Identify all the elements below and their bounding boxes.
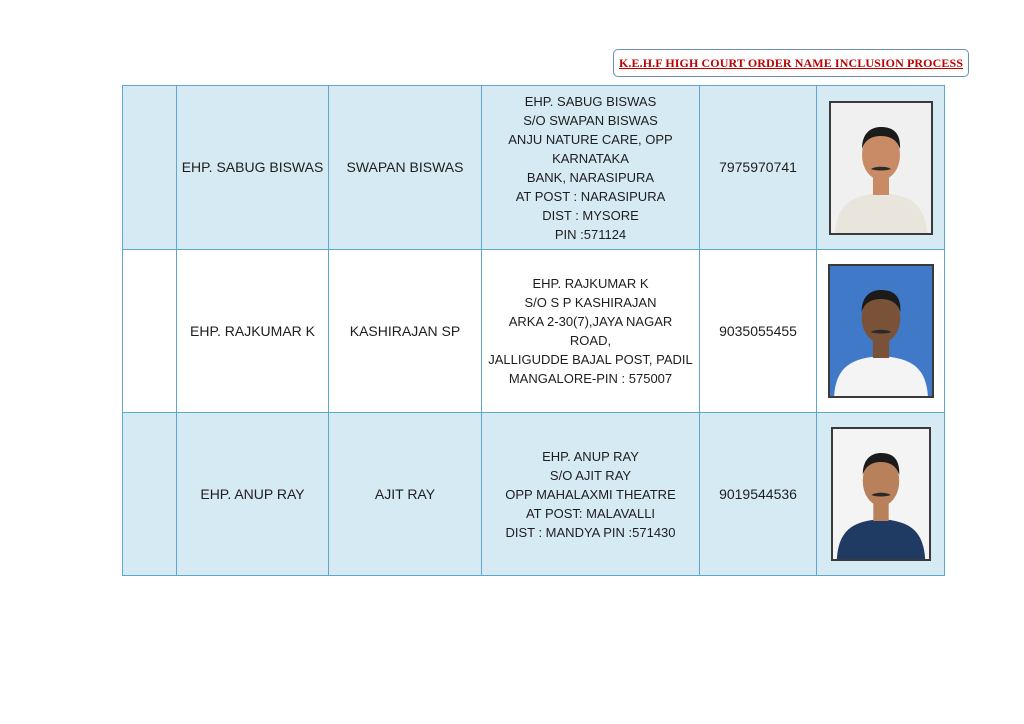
address-line: ARKA 2-30(7),JAYA NAGAR <box>508 314 673 329</box>
phone-cell: 9019544536 <box>700 413 817 576</box>
address-line: PIN :571124 <box>554 226 627 242</box>
table-row <box>123 250 945 413</box>
serial-cell <box>123 413 177 576</box>
passport-photo-man-checked-shirt <box>829 101 933 235</box>
address-line: ANJU NATURE CARE, OPP <box>508 131 673 147</box>
passport-photo-man-blue-tshirt <box>831 427 931 561</box>
table-row <box>123 86 945 250</box>
records-table-body <box>123 86 945 576</box>
address-line: DIST : MYSORE <box>542 207 639 223</box>
address-line: DIST : MANDYA PIN :571430 <box>505 524 676 540</box>
address-line: BANK, NARASIPURA <box>526 169 655 185</box>
photo-cell <box>817 250 945 413</box>
address-line: S/O AJIT RAY <box>549 467 632 483</box>
address-line: ROAD, <box>569 333 612 348</box>
address-line: JALLIGUDDE BAJAL POST, PADIL <box>488 352 693 367</box>
address-line: MANGALORE-PIN : 575007 <box>508 371 673 386</box>
address-line: OPP MAHALAXMI THEATRE <box>505 486 676 502</box>
address-cell <box>482 86 700 250</box>
serial-cell <box>123 86 177 250</box>
name-cell: EHP. SABUG BISWAS <box>177 86 329 250</box>
father-name-cell: SWAPAN BISWAS <box>329 86 482 250</box>
address-line: AT POST : NARASIPURA <box>515 188 666 204</box>
serial-cell <box>123 250 177 413</box>
address-line: AT POST: MALAVALLI <box>525 505 656 521</box>
father-name-cell: AJIT RAY <box>329 413 482 576</box>
photo-cell <box>817 413 945 576</box>
phone-cell: 9035055455 <box>700 250 817 413</box>
address-line: EHP. ANUP RAY <box>542 448 639 464</box>
address-cell <box>482 250 700 413</box>
father-name-cell: KASHIRAJAN SP <box>329 250 482 413</box>
records-table <box>122 85 945 576</box>
address-line: EHP. RAJKUMAR K <box>532 276 649 291</box>
person-portrait-icon <box>830 266 932 396</box>
address-line: KARNATAKA <box>552 150 629 166</box>
page-title: K.E.H.F HIGH COURT ORDER NAME INCLUSION PROCESS <box>619 55 963 70</box>
name-cell: EHP. ANUP RAY <box>177 413 329 576</box>
person-portrait-icon <box>833 429 929 559</box>
address-line: S/O S P KASHIRAJAN <box>524 295 657 310</box>
address-line: S/O SWAPAN BISWAS <box>523 112 658 128</box>
table-row <box>123 413 945 576</box>
header-title-box <box>613 49 969 77</box>
phone-cell: 7975970741 <box>700 86 817 250</box>
photo-cell <box>817 86 945 250</box>
address-cell <box>482 413 700 576</box>
name-cell: EHP. RAJKUMAR K <box>177 250 329 413</box>
address-line: EHP. SABUG BISWAS <box>524 93 657 109</box>
passport-photo-man-white-shirt <box>828 264 934 398</box>
person-portrait-icon <box>831 103 931 233</box>
